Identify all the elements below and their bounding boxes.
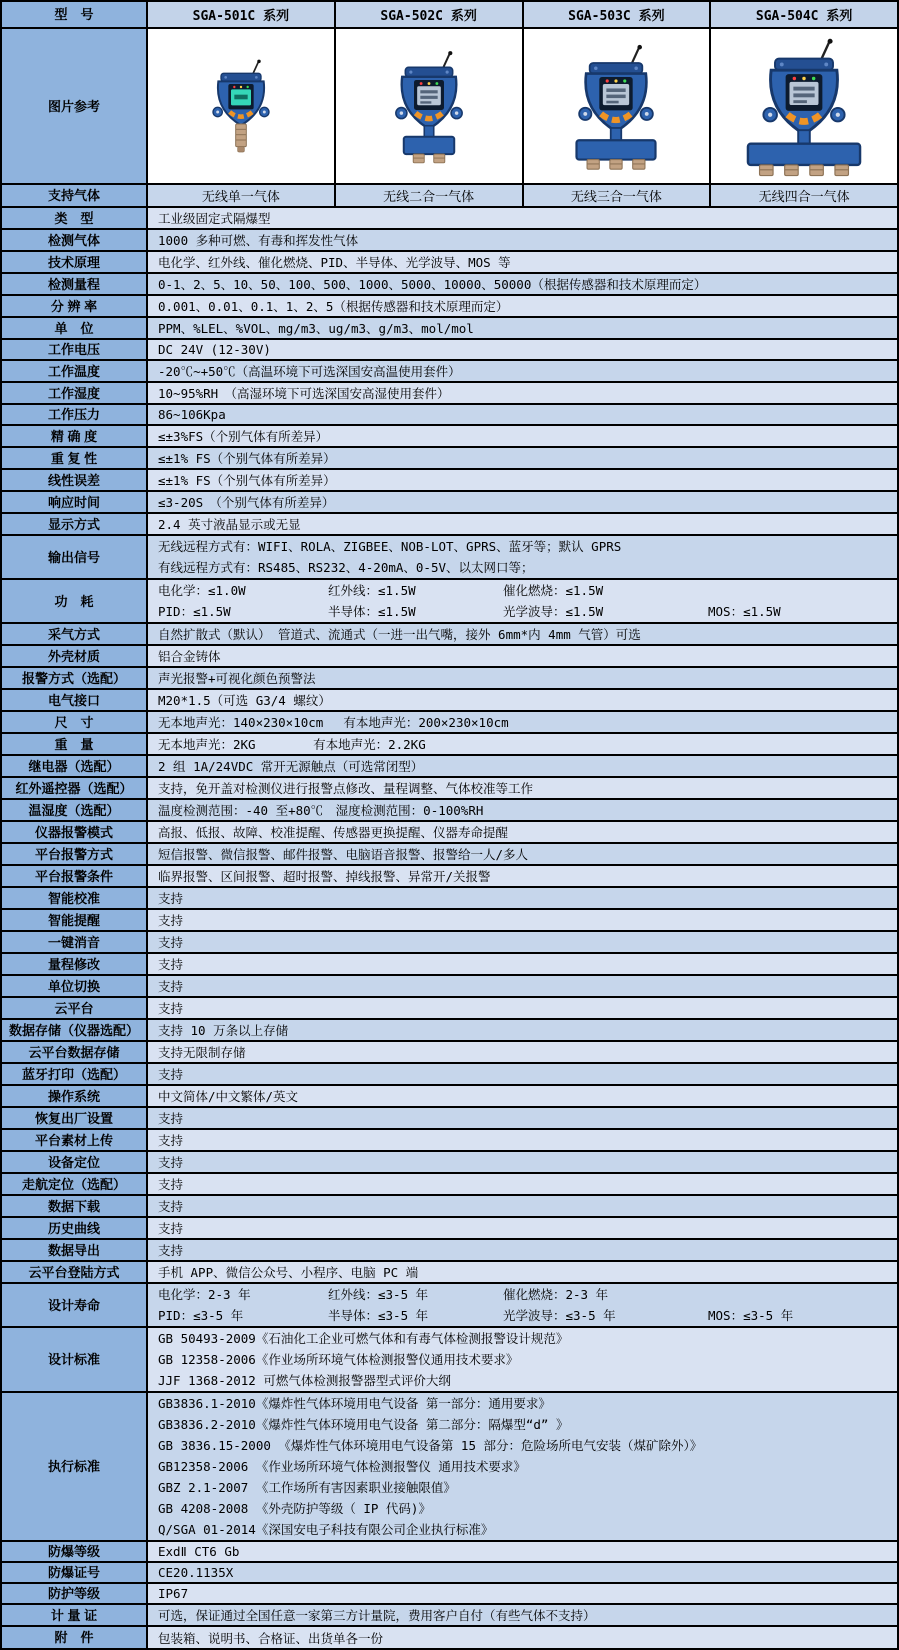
row-label: 平台报警条件: [2, 866, 148, 886]
row-content: [148, 448, 897, 468]
value-cell: 声光报警+可视化颜色预警法: [158, 671, 316, 686]
model-header: SGA-502C 系列: [336, 2, 524, 27]
table-row: [2, 888, 897, 910]
row-label: 仪器报警模式: [2, 822, 148, 842]
row-content: [148, 954, 897, 974]
value-segment: 半导体：≤3-5 年: [328, 1308, 429, 1323]
row-content: [148, 822, 897, 842]
row-label: 云平台数据存储: [2, 1042, 148, 1062]
row-label: 云平台登陆方式: [2, 1262, 148, 1282]
product-image: [711, 29, 897, 183]
row-content: [148, 340, 897, 359]
value-segment: 红外线：≤3-5 年: [328, 1287, 429, 1302]
value-segment: PID：≤1.5W: [158, 604, 231, 619]
row-label: 检测气体: [2, 230, 148, 250]
value-cell: 自然扩散式（默认） 管道式、流通式（一进一出气嘴，接外 6mm*内 4mm 气管）可选: [158, 627, 641, 642]
row-label: 图片参考: [2, 29, 148, 183]
row-content: [148, 318, 897, 338]
value-cell: 支持: [158, 913, 184, 928]
row-content: [148, 426, 897, 446]
row-content: [148, 646, 897, 666]
value-line: GB3836.1-2010《爆炸性气体环境用电气设备 第一部分：通用要求》: [158, 1396, 551, 1411]
table-row: [2, 29, 897, 185]
row-label: 技术原理: [2, 252, 148, 272]
value-line: JJF 1368-2012 可燃气体检测报警器型式评价大纲: [158, 1373, 451, 1388]
product-image: [524, 29, 712, 183]
value-cell: 手机 APP、微信公众号、小程序、电脑 PC 端: [158, 1265, 419, 1280]
value-cell: 支持: [158, 1111, 184, 1126]
value-cell: 2 组 1A/24VDC 常开无源触点（可选常闭型）: [158, 759, 424, 774]
value-cell: 0-1、2、5、10、50、100、500、1000、5000、10000、50000（根据传感器和技术原理而定）: [158, 277, 707, 292]
table-row: [2, 998, 897, 1020]
value-cell: 支持: [158, 1177, 184, 1192]
value-line: 无线远程方式有：WIFI、ROLA、ZIGBEE、NOB-LOT、GPRS、蓝牙等；默认 GPRS: [158, 539, 622, 554]
value-segment: 光学波导：≤3-5 年: [503, 1308, 616, 1323]
table-row: [2, 624, 897, 646]
value-cell: 可选，保证通过全国任意一家第三方计量院，费用客户自付（有些气体不支持）: [158, 1608, 596, 1623]
row-content: [148, 910, 897, 930]
table-row: [2, 1627, 897, 1648]
value-cell: 包装箱、说明书、合格证、出货单各一份: [158, 1630, 384, 1646]
value-line: GBZ 2.1-2007 《工作场所有害因素职业接触限值》: [158, 1480, 456, 1495]
value-segment: 红外线：≤1.5W: [328, 583, 416, 598]
row-label: 尺 寸: [2, 712, 148, 732]
value-cell: 86~106Kpa: [158, 407, 226, 422]
row-content: [148, 800, 897, 820]
value-cell: DC 24V (12-30V): [158, 342, 271, 357]
table-row: [2, 910, 897, 932]
row-content: [148, 1196, 897, 1216]
value-lines: [148, 1328, 897, 1391]
value-cell: 支持: [158, 1001, 184, 1016]
row-label: 量程修改: [2, 954, 148, 974]
row-content: [148, 2, 897, 27]
table-row: [2, 1130, 897, 1152]
value-cell: 短信报警、微信报警、邮件报警、电脑语音报警、报警给一人/多人: [158, 847, 529, 862]
row-label: 响应时间: [2, 492, 148, 512]
row-content: [148, 1152, 897, 1172]
model-header: SGA-504C 系列: [755, 9, 853, 24]
table-row: [2, 1218, 897, 1240]
row-label: 精 确 度: [2, 426, 148, 446]
table-row: [2, 208, 897, 230]
row-content: [148, 712, 897, 732]
value-cell: -20℃~+50℃（高温环境下可选深国安高温使用套件）: [158, 364, 461, 379]
table-row: [2, 1240, 897, 1262]
value-cell: 高报、低报、故障、校准提醒、传感器更换提醒、仪器寿命提醒: [158, 825, 509, 840]
table-row: [2, 668, 897, 690]
value-line: Q/SGA 01-2014《深国安电子科技有限公司企业执行标准》: [158, 1522, 494, 1537]
table-row: [2, 1042, 897, 1064]
row-label: 历史曲线: [2, 1218, 148, 1238]
row-label: 采气方式: [2, 624, 148, 644]
value-segment: 催化燃烧：2-3 年: [503, 1287, 609, 1302]
row-label: 设备定位: [2, 1152, 148, 1172]
row-label: 平台报警方式: [2, 844, 148, 864]
value-cell: 工业级固定式隔爆型: [158, 211, 271, 226]
row-label: 工作电压: [2, 340, 148, 359]
row-content: [148, 624, 897, 644]
row-label: 显示方式: [2, 514, 148, 534]
value-cell: 10~95%RH （高湿环境下可选深国安高湿使用套件）: [158, 386, 450, 401]
table-row: [2, 383, 897, 405]
table-row: [2, 1174, 897, 1196]
product-image: [148, 29, 336, 183]
row-label: 智能校准: [2, 888, 148, 908]
row-content: [148, 778, 897, 798]
row-content: [148, 1020, 897, 1040]
row-label: 电气接口: [2, 690, 148, 710]
table-row: [2, 426, 897, 448]
row-label: 分 辨 率: [2, 296, 148, 316]
table-row: [2, 1584, 897, 1605]
table-row: [2, 492, 897, 514]
row-content: [148, 361, 897, 381]
value-cell: 电化学、红外线、催化燃烧、PID、半导体、光学波导、MOS 等: [158, 255, 511, 270]
row-label: 防爆证号: [2, 1563, 148, 1582]
value-line: GB 3836.15-2000 《爆炸性气体环境用电气设备第 15 部分：危险场所电气安装（煤矿除外）》: [158, 1438, 703, 1453]
table-row: [2, 274, 897, 296]
table-row: [2, 296, 897, 318]
row-content: [148, 405, 897, 424]
value-lines: [148, 1284, 897, 1326]
row-label: 重 复 性: [2, 448, 148, 468]
row-content: [148, 514, 897, 534]
table-row: [2, 361, 897, 383]
row-label: 支持气体: [2, 185, 148, 206]
table-row: [2, 734, 897, 756]
row-content: [148, 756, 897, 776]
value-line: [158, 601, 887, 622]
row-content: [148, 1605, 897, 1625]
row-label: 单 位: [2, 318, 148, 338]
value-lines: [148, 1393, 897, 1540]
value-cell: 无线二合一气体: [336, 185, 524, 206]
row-label: 继电器（选配）: [2, 756, 148, 776]
value-cell: 支持无限制存储: [158, 1045, 246, 1060]
value-line: GB12358-2006 《作业场所环境气体检测报警仪 通用技术要求》: [158, 1459, 526, 1474]
row-label: 型 号: [2, 2, 148, 27]
table-row: [2, 1108, 897, 1130]
row-content: [148, 1262, 897, 1282]
row-content: [148, 492, 897, 512]
row-label: 计 量 证: [2, 1605, 148, 1625]
row-label: 工作温度: [2, 361, 148, 381]
value-segment: [708, 1284, 887, 1305]
row-label: 防护等级: [2, 1584, 148, 1603]
row-content: [148, 976, 897, 996]
table-row: [2, 1064, 897, 1086]
row-content: [148, 1563, 897, 1582]
row-content: [148, 208, 897, 228]
row-content: [148, 866, 897, 886]
value-cell: IP67: [158, 1586, 189, 1601]
row-label: 数据下载: [2, 1196, 148, 1216]
table-row: [2, 230, 897, 252]
value-cell: 无线四合一气体: [758, 189, 850, 204]
value-segment: MOS：≤1.5W: [708, 604, 781, 619]
value-segment: MOS：≤3-5 年: [708, 1308, 794, 1323]
row-label: 单位切换: [2, 976, 148, 996]
row-content: [148, 1328, 897, 1391]
table-row: [2, 1086, 897, 1108]
row-label: 类 型: [2, 208, 148, 228]
table-row: [2, 185, 897, 208]
table-row: [2, 756, 897, 778]
table-row: [2, 712, 897, 734]
row-label: 温湿度（选配）: [2, 800, 148, 820]
row-label: 一键消音: [2, 932, 148, 952]
row-label: 数据存储（仪器选配）: [2, 1020, 148, 1040]
table-row: [2, 448, 897, 470]
row-label: 报警方式（选配）: [2, 668, 148, 688]
table-row: [2, 340, 897, 361]
value-cell: 支持 10 万条以上存储: [158, 1023, 289, 1038]
row-content: [148, 1108, 897, 1128]
table-row: [2, 580, 897, 624]
table-row: [2, 954, 897, 976]
value-line: [158, 580, 887, 601]
value-cell: 支持: [158, 1243, 184, 1258]
value-segment: [708, 580, 887, 601]
value-cell: M20*1.5（可选 G3/4 螺纹）: [158, 693, 331, 708]
row-content: [148, 1240, 897, 1260]
table-row: [2, 800, 897, 822]
value-cell: ≤±1% FS（个别气体有所差异）: [158, 473, 336, 488]
value-cell: 支持: [158, 935, 184, 950]
row-label: 执行标准: [2, 1393, 148, 1540]
table-row: [2, 1262, 897, 1284]
value-segment: 电化学：≤1.0W: [158, 583, 246, 598]
row-label: 线性误差: [2, 470, 148, 490]
value-cell: PPM、%LEL、%VOL、mg/m3、ug/m3、g/m3、mol/mol: [158, 321, 474, 336]
table-row: [2, 1152, 897, 1174]
row-content: [148, 536, 897, 578]
row-label: 蓝牙打印（选配）: [2, 1064, 148, 1084]
table-row: [2, 976, 897, 998]
device-illustration: [717, 31, 891, 181]
value-cell: 1000 多种可燃、有毒和挥发性气体: [158, 233, 359, 248]
value-cell: 支持: [158, 1133, 184, 1148]
table-row: [2, 822, 897, 844]
row-label: 输出信号: [2, 536, 148, 578]
value-cell: ≤±1% FS（个别气体有所差异）: [158, 451, 336, 466]
table-row: [2, 1284, 897, 1328]
value-cell: 支持: [158, 1221, 184, 1236]
table-row: [2, 252, 897, 274]
row-content: [148, 1042, 897, 1062]
row-content: [148, 1542, 897, 1561]
value-cell: 支持: [158, 979, 184, 994]
value-cell: 无线单一气体: [148, 185, 336, 206]
value-cell: 支持: [158, 1155, 184, 1170]
value-cell: ≤3-20S （个别气体有所差异）: [158, 495, 335, 510]
row-content: [148, 29, 897, 183]
value-segment: PID：≤3-5 年: [158, 1308, 244, 1323]
device-illustration: [181, 31, 301, 181]
row-label: 防爆等级: [2, 1542, 148, 1561]
row-label: 功 耗: [2, 580, 148, 622]
table-row: [2, 514, 897, 536]
row-label: 设计寿命: [2, 1284, 148, 1326]
table-row: [2, 1328, 897, 1393]
value-line: 有线远程方式有：RS485、RS232、4-20mA、0-5V、以太网口等；: [158, 560, 534, 575]
table-row: [2, 1393, 897, 1542]
row-label: 附 件: [2, 1627, 148, 1648]
row-content: [148, 1627, 897, 1648]
value-cell: 温度检测范围：-40 至+80℃ 湿度检测范围：0-100%RH: [158, 803, 484, 818]
row-label: 工作压力: [2, 405, 148, 424]
value-cell: 无本地声光：2KG 有本地声光：2.2KG: [158, 737, 426, 752]
value-segment: 催化燃烧：≤1.5W: [503, 583, 604, 598]
table-row: [2, 844, 897, 866]
row-content: [148, 580, 897, 622]
value-cell: ≤±3%FS（个别气体有所差异）: [158, 429, 329, 444]
value-cell: 支持，免开盖对检测仪进行报警点修改、量程调整、气体校准等工作: [158, 781, 534, 796]
row-content: [148, 252, 897, 272]
table-row: [2, 1542, 897, 1563]
table-row: [2, 2, 897, 29]
table-row: [2, 778, 897, 800]
row-content: [148, 734, 897, 754]
table-row: [2, 1605, 897, 1627]
product-image: [336, 29, 524, 183]
table-row: [2, 1196, 897, 1218]
value-cell: ExdⅡ CT6 Gb: [158, 1544, 240, 1559]
value-cell: 支持: [158, 957, 184, 972]
row-content: [148, 888, 897, 908]
table-row: [2, 405, 897, 426]
table-row: [2, 646, 897, 668]
table-row: [2, 866, 897, 888]
row-label: 数据导出: [2, 1240, 148, 1260]
value-line: [158, 1284, 887, 1305]
value-segment: 光学波导：≤1.5W: [503, 604, 604, 619]
value-line: GB 12358-2006《作业场所环境气体检测报警仪通用技术要求》: [158, 1352, 519, 1367]
row-label: 检测量程: [2, 274, 148, 294]
value-line: GB 4208-2008 《外壳防护等级（ IP 代码)》: [158, 1501, 431, 1516]
row-content: [148, 185, 897, 206]
row-label: 智能提醒: [2, 910, 148, 930]
row-content: [148, 932, 897, 952]
row-content: [148, 1130, 897, 1150]
value-line: GB 50493-2009《石油化工企业可燃气体和有毒气体检测报警设计规范》: [158, 1331, 569, 1346]
value-cell: 无本地声光：140×230×10cm 有本地声光：200×230×10cm: [158, 715, 509, 730]
table-row: [2, 690, 897, 712]
value-line: [158, 1305, 887, 1326]
value-lines: [148, 580, 897, 622]
row-content: [148, 1584, 897, 1603]
row-label: 云平台: [2, 998, 148, 1018]
device-illustration: [358, 31, 500, 181]
model-header: SGA-501C 系列: [148, 2, 336, 27]
row-label: 恢复出厂设置: [2, 1108, 148, 1128]
row-content: [148, 1174, 897, 1194]
row-label: 操作系统: [2, 1086, 148, 1106]
row-content: [148, 1393, 897, 1540]
value-cell: 0.001、0.01、0.1、1、2、5（根据传感器和技术原理而定）: [158, 299, 509, 314]
value-cell: 支持: [158, 891, 184, 906]
row-label: 外壳材质: [2, 646, 148, 666]
value-cell: 2.4 英寸液晶显示或无显: [158, 517, 301, 532]
table-row: [2, 932, 897, 954]
value-cell: 临界报警、区间报警、超时报警、掉线报警、异常开/关报警: [158, 869, 491, 884]
value-cell: 支持: [158, 1199, 184, 1214]
row-content: [148, 1086, 897, 1106]
row-content: [148, 470, 897, 490]
value-cell: CE20.1135X: [158, 1565, 234, 1580]
table-row: [2, 318, 897, 340]
row-label: 红外遥控器（选配）: [2, 778, 148, 798]
row-label: 设计标准: [2, 1328, 148, 1391]
row-content: [148, 668, 897, 688]
model-header: SGA-503C 系列: [524, 2, 712, 27]
row-label: 重 量: [2, 734, 148, 754]
row-content: [148, 1064, 897, 1084]
table-row: [2, 1563, 897, 1584]
table-row: [2, 470, 897, 492]
table-row: [2, 1020, 897, 1042]
value-cell: 铝合金铸体: [158, 649, 221, 664]
row-content: [148, 844, 897, 864]
row-content: [148, 1218, 897, 1238]
row-content: [148, 230, 897, 250]
row-content: [148, 274, 897, 294]
value-cell: 支持: [158, 1067, 184, 1082]
row-content: [148, 1284, 897, 1326]
value-segment: 电化学：2-3 年: [158, 1287, 251, 1302]
table-row: [2, 536, 897, 580]
value-lines: [148, 536, 897, 578]
row-label: 工作湿度: [2, 383, 148, 403]
value-cell: 无线三合一气体: [524, 185, 712, 206]
row-content: [148, 296, 897, 316]
row-content: [148, 690, 897, 710]
value-line: GB3836.2-2010《爆炸性气体环境用电气设备 第二部分：隔爆型“d” 》: [158, 1417, 569, 1432]
row-content: [148, 383, 897, 403]
row-content: [148, 998, 897, 1018]
value-segment: 半导体：≤1.5W: [328, 604, 416, 619]
row-label: 走航定位（选配）: [2, 1174, 148, 1194]
value-cell: 中文简体/中文繁体/英文: [158, 1089, 299, 1104]
device-illustration: [537, 31, 695, 181]
row-label: 平台素材上传: [2, 1130, 148, 1150]
